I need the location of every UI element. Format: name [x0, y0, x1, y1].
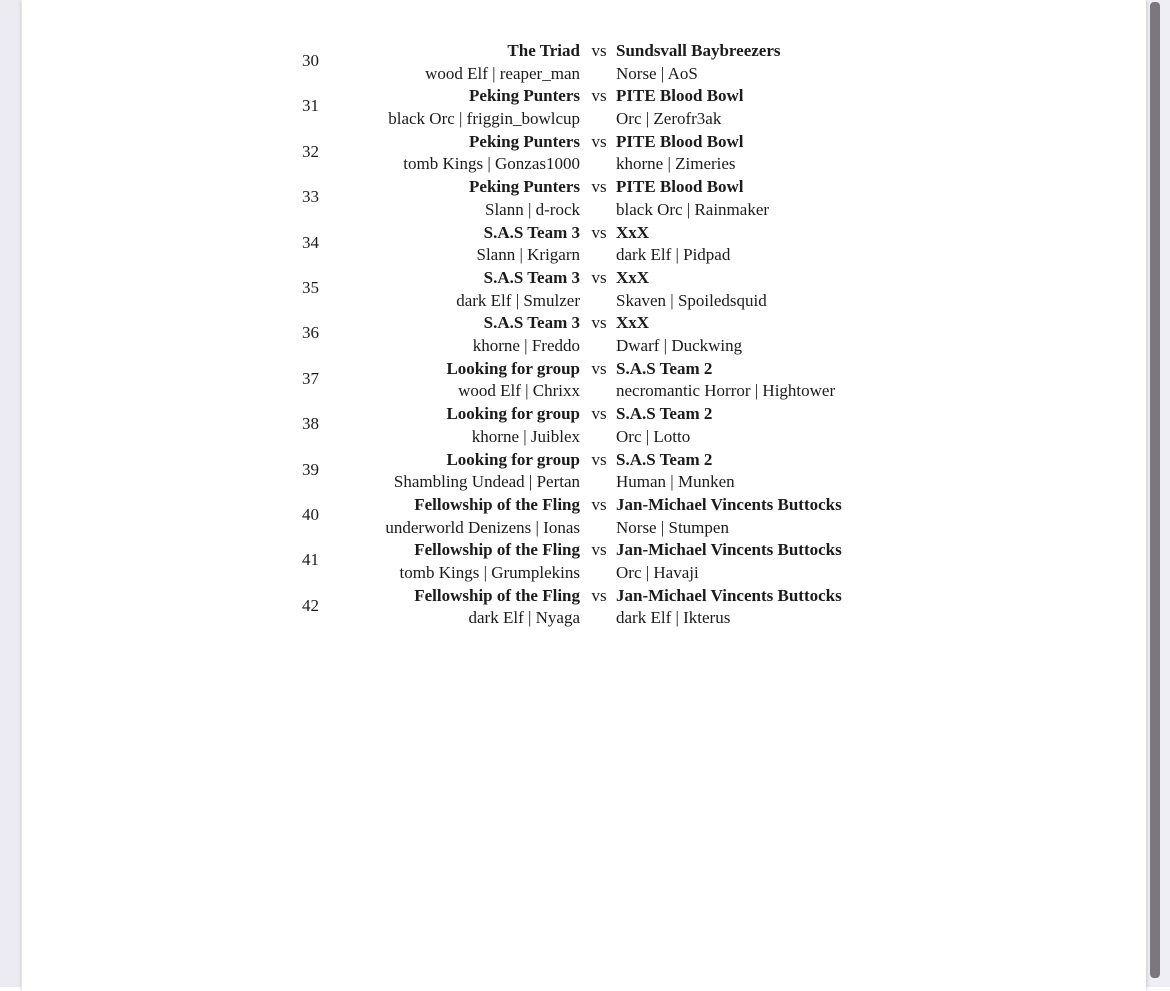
- match-row: [22, 222, 1146, 267]
- match-number: 33: [302, 187, 319, 207]
- match-row: [22, 176, 1146, 221]
- away-team-detail: khorne | Zimeries: [616, 154, 736, 174]
- home-team-name: Fellowship of the Fling: [414, 494, 580, 514]
- away-team-detail: black Orc | Rainmaker: [616, 199, 770, 219]
- match-row: [22, 449, 1146, 494]
- home-team-detail: tomb Kings | Gonzas1000: [403, 154, 580, 174]
- away-team-detail: Orc | Zerofr3ak: [616, 109, 722, 129]
- home-team-detail: Shambling Undead | Pertan: [393, 472, 580, 492]
- home-team-name: Fellowship of the Fling: [414, 540, 580, 560]
- match-number: 40: [302, 504, 319, 524]
- match-row: [22, 85, 1146, 130]
- match-number: 42: [302, 595, 319, 615]
- match-title-line: [22, 585, 1146, 608]
- vs-label: vs: [591, 41, 607, 60]
- match-row: [22, 494, 1146, 539]
- scrollbar-thumb[interactable]: [1150, 2, 1160, 978]
- home-team-name: Peking Punters: [469, 131, 580, 151]
- match-detail-line: [22, 244, 1146, 267]
- home-team-name: Fellowship of the Fling: [414, 585, 580, 605]
- match-detail-line: [22, 153, 1146, 176]
- match-title-line: [22, 358, 1146, 381]
- home-team-name: The Triad: [507, 41, 580, 60]
- match-row: [22, 358, 1146, 403]
- match-detail-line: [22, 108, 1146, 131]
- match-row: [22, 267, 1146, 312]
- home-team-detail: khorne | Freddo: [472, 336, 580, 356]
- away-team-name: PITE Blood Bowl: [616, 86, 744, 106]
- match-number: 39: [302, 459, 319, 479]
- match-detail-line: [22, 335, 1146, 358]
- match-number: 35: [302, 277, 319, 297]
- home-team-detail: tomb Kings | Grumplekins: [399, 562, 580, 582]
- match-number: 31: [302, 96, 319, 116]
- vs-label: vs: [591, 222, 607, 242]
- match-number: 37: [302, 368, 319, 388]
- match-title-line: [22, 449, 1146, 472]
- vs-label: vs: [591, 313, 607, 333]
- match-row: [22, 585, 1146, 630]
- vs-label: vs: [591, 131, 607, 151]
- vs-label: vs: [591, 177, 607, 197]
- home-team-name: Looking for group: [446, 358, 580, 378]
- away-team-detail: Orc | Havaji: [616, 562, 699, 582]
- match-row: [22, 312, 1146, 357]
- away-team-name: Jan-Michael Vincents Buttocks: [616, 494, 842, 514]
- home-team-detail: Slann | d-rock: [485, 199, 580, 219]
- home-team-name: S.A.S Team 3: [483, 313, 580, 333]
- match-number: 34: [302, 232, 319, 252]
- match-row: [22, 539, 1146, 584]
- vs-label: vs: [591, 494, 607, 514]
- match-title-line: [22, 403, 1146, 426]
- away-team-detail: Human | Munken: [616, 472, 735, 492]
- match-detail-line: [22, 562, 1146, 585]
- match-title-line: [22, 85, 1146, 108]
- away-team-detail: Skaven | Spoiledsquid: [616, 290, 767, 310]
- home-team-name: Looking for group: [446, 404, 580, 424]
- away-team-name: Jan-Michael Vincents Buttocks: [616, 585, 842, 605]
- home-team-detail: underworld Denizens | Ionas: [385, 517, 580, 537]
- vs-label: vs: [591, 86, 607, 106]
- match-title-line: [22, 176, 1146, 199]
- match-detail-line: [22, 426, 1146, 449]
- match-number: 38: [302, 414, 319, 434]
- home-team-name: S.A.S Team 3: [483, 267, 580, 287]
- home-team-name: Peking Punters: [469, 86, 580, 106]
- away-team-name: Jan-Michael Vincents Buttocks: [616, 540, 842, 560]
- home-team-detail: khorne | Juiblex: [471, 426, 580, 446]
- match-detail-line: [22, 199, 1146, 222]
- away-team-detail: dark Elf | Ikterus: [616, 608, 731, 628]
- away-team-name: S.A.S Team 2: [616, 358, 713, 378]
- viewer-left-gutter: [0, 0, 21, 987]
- match-title-line: [22, 494, 1146, 517]
- away-team-name: S.A.S Team 2: [616, 449, 713, 469]
- away-team-name: XxX: [616, 313, 650, 333]
- away-team-name: XxX: [616, 222, 650, 242]
- home-team-name: Peking Punters: [469, 177, 580, 197]
- match-detail-line: [22, 63, 1146, 86]
- vs-label: vs: [591, 267, 607, 287]
- vs-label: vs: [591, 585, 607, 605]
- match-detail-line: [22, 290, 1146, 313]
- away-team-name: Sundsvall Baybreezers: [616, 41, 781, 60]
- match-title-line: [22, 267, 1146, 290]
- vs-label: vs: [591, 449, 607, 469]
- home-team-detail: Slann | Krigarn: [476, 245, 580, 265]
- vs-label: vs: [591, 540, 607, 560]
- vs-label: vs: [591, 358, 607, 378]
- match-number: 36: [302, 323, 319, 343]
- home-team-detail: dark Elf | Nyaga: [468, 608, 580, 628]
- match-detail-line: [22, 380, 1146, 403]
- away-team-detail: dark Elf | Pidpad: [616, 245, 731, 265]
- match-detail-line: [22, 517, 1146, 540]
- match-list: [22, 40, 1146, 630]
- document-page: [22, 0, 1146, 991]
- home-team-detail: wood Elf | Chrixx: [458, 381, 580, 401]
- match-row: [22, 403, 1146, 448]
- match-row: [22, 40, 1146, 85]
- match-number: 32: [302, 141, 319, 161]
- match-title-line: [22, 539, 1146, 562]
- match-number: 41: [302, 550, 319, 570]
- match-title-line: [22, 131, 1146, 154]
- match-title-line: [22, 312, 1146, 335]
- away-team-name: PITE Blood Bowl: [616, 177, 744, 197]
- away-team-name: PITE Blood Bowl: [616, 131, 744, 151]
- match-title-line: [22, 222, 1146, 245]
- home-team-name: S.A.S Team 3: [483, 222, 580, 242]
- away-team-detail: Norse | Stumpen: [616, 517, 729, 537]
- away-team-detail: Dwarf | Duckwing: [616, 336, 743, 356]
- away-team-detail: necromantic Horror | Hightower: [616, 381, 836, 401]
- home-team-detail: wood Elf | reaper_man: [425, 63, 580, 83]
- match-detail-line: [22, 607, 1146, 630]
- match-row: [22, 131, 1146, 176]
- away-team-name: XxX: [616, 267, 650, 287]
- match-number: 30: [302, 51, 319, 70]
- match-title-line: [22, 40, 1146, 63]
- away-team-detail: Norse | AoS: [616, 63, 698, 83]
- away-team-name: S.A.S Team 2: [616, 404, 713, 424]
- home-team-detail: black Orc | friggin_bowlcup: [388, 109, 580, 129]
- home-team-name: Looking for group: [446, 449, 580, 469]
- home-team-detail: dark Elf | Smulzer: [456, 290, 580, 310]
- away-team-detail: Orc | Lotto: [616, 426, 691, 446]
- match-detail-line: [22, 471, 1146, 494]
- vs-label: vs: [591, 404, 607, 424]
